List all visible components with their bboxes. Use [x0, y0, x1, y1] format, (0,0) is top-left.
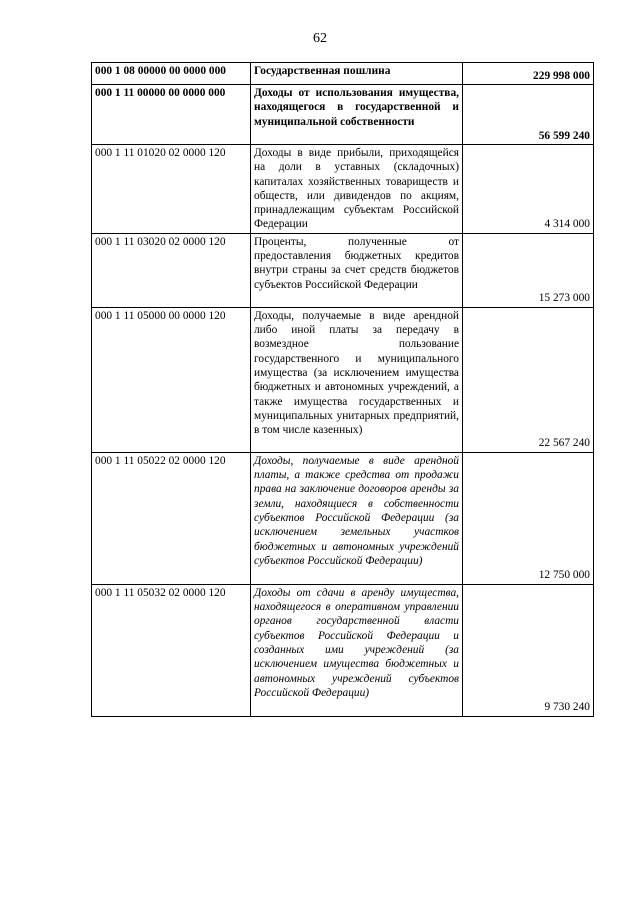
- table-row: [92, 233, 594, 307]
- revenue-amount: 4 314 000: [463, 145, 594, 234]
- table-row: [92, 145, 594, 234]
- page-number: 62: [313, 31, 327, 46]
- revenue-name: Доходы в виде прибыли, приходящейся на доли в уставных (складочных) капиталах хозяйственных товариществ и обществ, или дивидендов по акциям, принадлежащим субъектам Российской Федерации: [251, 145, 463, 234]
- revenue-name: Проценты, полученные от предоставления бюджетных кредитов внутри страны за счет средств бюджетов субъектов Российской Федерации: [251, 233, 463, 307]
- revenue-name: Доходы от использования имущества, находящегося в государственной и муниципальной собственности: [251, 85, 463, 145]
- revenue-amount: 229 998 000: [463, 63, 594, 85]
- table-row: [92, 584, 594, 716]
- budget-code: 000 1 11 03020 02 0000 120: [92, 233, 251, 307]
- budget-code: 000 1 08 00000 00 0000 000: [92, 63, 251, 85]
- budget-code: 000 1 11 05032 02 0000 120: [92, 584, 251, 716]
- budget-code: 000 1 11 05022 02 0000 120: [92, 452, 251, 584]
- budget-revenue-table: [91, 62, 594, 717]
- table-row: [92, 85, 594, 145]
- budget-code: 000 1 11 00000 00 0000 000: [92, 85, 251, 145]
- revenue-amount: 9 730 240: [463, 584, 594, 716]
- revenue-name: Доходы от сдачи в аренду имущества, находящегося в оперативном управлении органов государственной власти субъектов Российской Федерации и созданных ими учреждений (за исключением имущества бюджетных и автономных учреждений субъектов Российской Федерации): [251, 584, 463, 716]
- revenue-amount: 56 599 240: [463, 85, 594, 145]
- table-row: [92, 452, 594, 584]
- table-row: [92, 63, 594, 85]
- revenue-name: Государственная пошлина: [251, 63, 463, 85]
- table-row: [92, 307, 594, 452]
- revenue-name: Доходы, получаемые в виде арендной платы, а также средства от продажи права на заключение договоров аренды за земли, находящиеся в собственности субъектов Российской Федерации (за исключением земельных участков бюджетных и автономных учреждений субъектов Российской Федерации): [251, 452, 463, 584]
- revenue-amount: 22 567 240: [463, 307, 594, 452]
- budget-code: 000 1 11 05000 00 0000 120: [92, 307, 251, 452]
- revenue-amount: 12 750 000: [463, 452, 594, 584]
- budget-code: 000 1 11 01020 02 0000 120: [92, 145, 251, 234]
- revenue-name: Доходы, получаемые в виде арендной либо иной платы за передачу в возмездное пользование государственного и муниципального имущества (за исключением имущества бюджетных и автономных учреждений, а также имущества государственных и муниципальных унитарных предприятий, в том числе казенных): [251, 307, 463, 452]
- revenue-amount: 15 273 000: [463, 233, 594, 307]
